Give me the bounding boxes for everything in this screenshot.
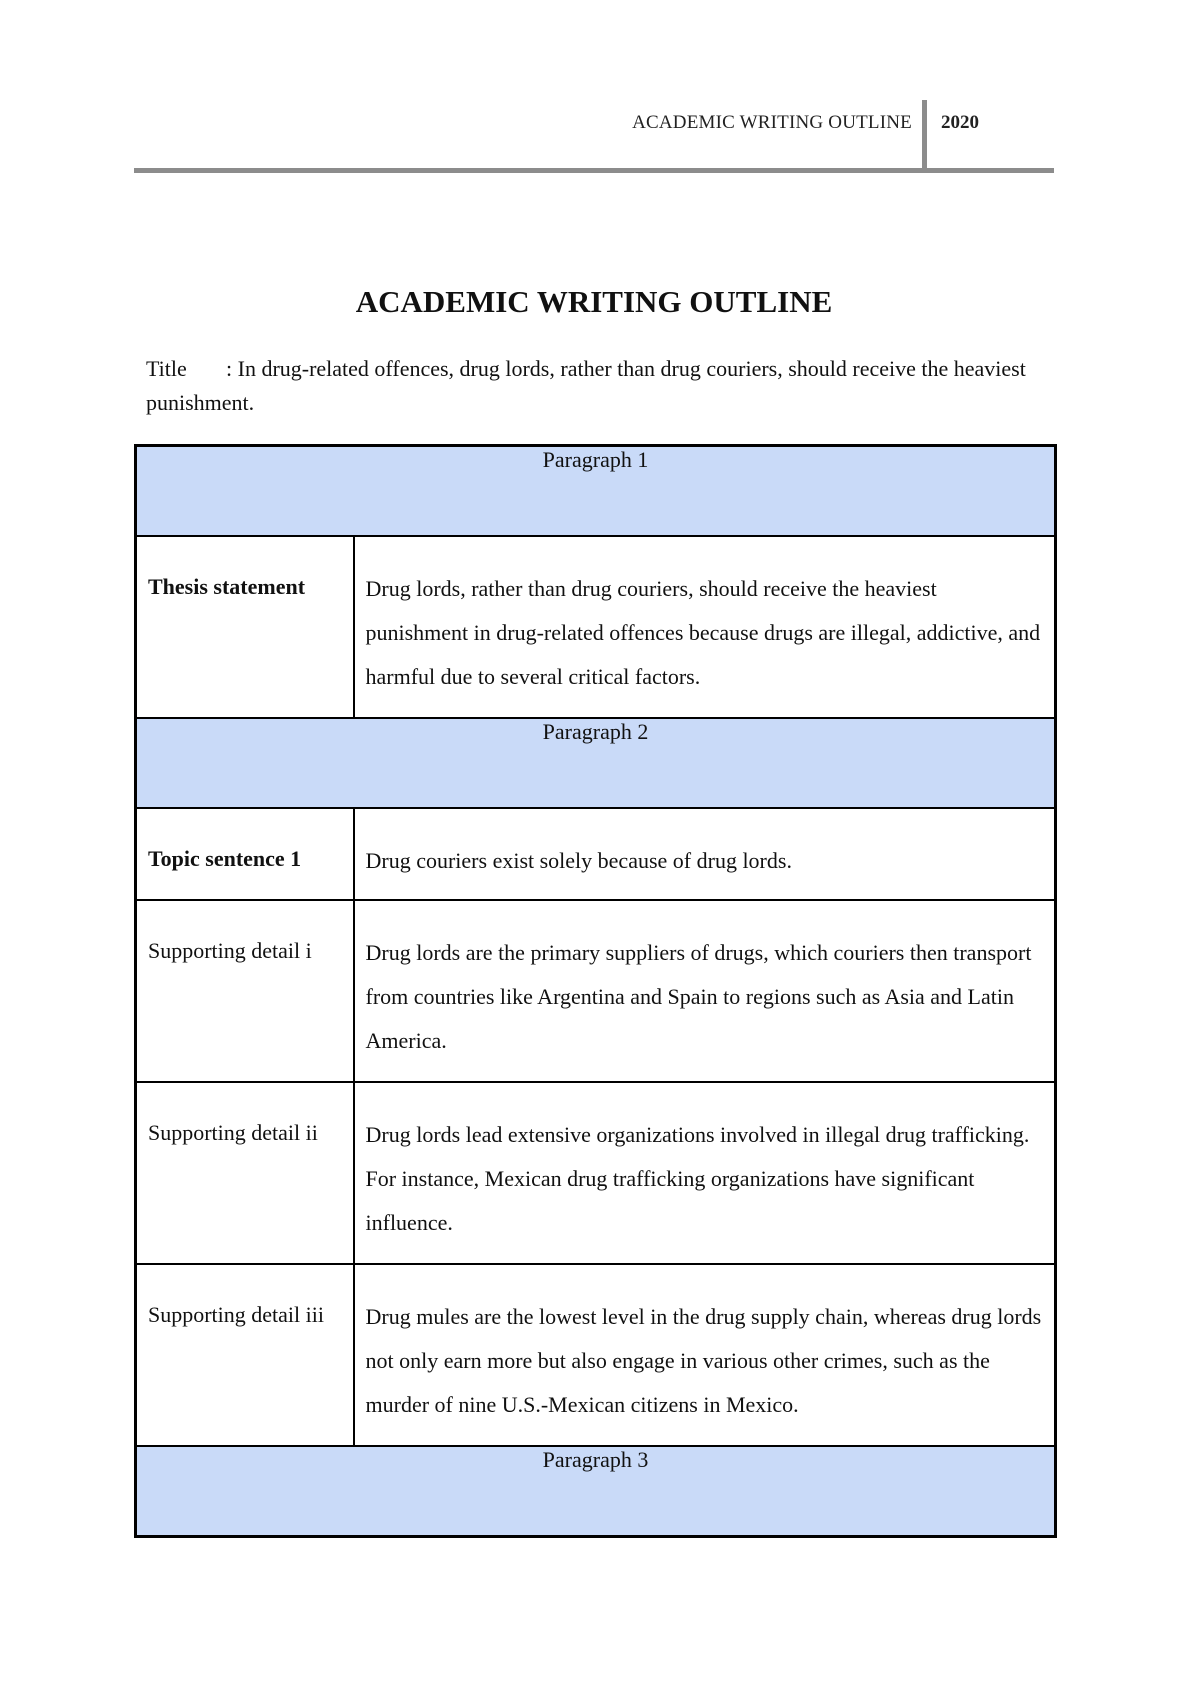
thesis-row — [136, 536, 1056, 718]
paragraph-heading-2: Paragraph 2 — [136, 718, 1056, 808]
header-year: 2020 — [941, 112, 979, 133]
outline-table — [134, 444, 1057, 1538]
detail-ii-label-cell — [136, 1082, 354, 1264]
supporting-detail-row-iii — [136, 1264, 1056, 1446]
paragraph-heading-1: Paragraph 1 — [136, 446, 1056, 537]
topic-label: Topic sentence 1 — [148, 846, 302, 871]
essay-title-line — [146, 352, 1036, 420]
paragraph-row-3 — [136, 1446, 1056, 1537]
paragraph-row-1 — [136, 446, 1056, 537]
thesis-text: Drug lords, rather than drug couriers, should receive the heaviest punishment in drug-related offences because drugs are illegal, addictive, and harmful due to several critical factors. — [354, 536, 1056, 718]
detail-ii-label: Supporting detail ii — [148, 1120, 318, 1145]
detail-i-label: Supporting detail i — [148, 938, 312, 963]
supporting-detail-row-ii — [136, 1082, 1056, 1264]
topic-sentence-row — [136, 808, 1056, 900]
paragraph-heading-3: Paragraph 3 — [136, 1446, 1056, 1537]
header-divider — [922, 100, 927, 170]
detail-iii-text: Drug mules are the lowest level in the drug supply chain, whereas drug lords not only earn more but also engage in various other crimes, such as the murder of nine U.S.-Mexican citizens in Mexico. — [354, 1264, 1056, 1446]
thesis-label: Thesis statement — [148, 574, 306, 599]
page-header — [134, 100, 1054, 174]
header-title: ACADEMIC WRITING OUTLINE — [632, 112, 912, 133]
detail-i-text: Drug lords are the primary suppliers of drugs, which couriers then transport from countries like Argentina and Spain to regions such as Asia and Latin America. — [354, 900, 1056, 1082]
detail-ii-text: Drug lords lead extensive organizations involved in illegal drug trafficking. For instance, Mexican drug trafficking organizations have significant influence. — [354, 1082, 1056, 1264]
topic-text: Drug couriers exist solely because of drug lords. — [354, 808, 1056, 900]
paragraph-row-2 — [136, 718, 1056, 808]
detail-iii-label: Supporting detail iii — [148, 1302, 324, 1327]
thesis-label-cell — [136, 536, 354, 718]
document-heading: ACADEMIC WRITING OUTLINE — [355, 284, 833, 319]
title-text: : In drug-related offences, drug lords, rather than drug couriers, should receive the heaviest punishment. — [146, 356, 1026, 415]
detail-iii-label-cell — [136, 1264, 354, 1446]
supporting-detail-row-i — [136, 900, 1056, 1082]
header-rule — [134, 168, 1054, 173]
title-label: Title — [146, 356, 187, 381]
topic-label-cell — [136, 808, 354, 900]
detail-i-label-cell — [136, 900, 354, 1082]
